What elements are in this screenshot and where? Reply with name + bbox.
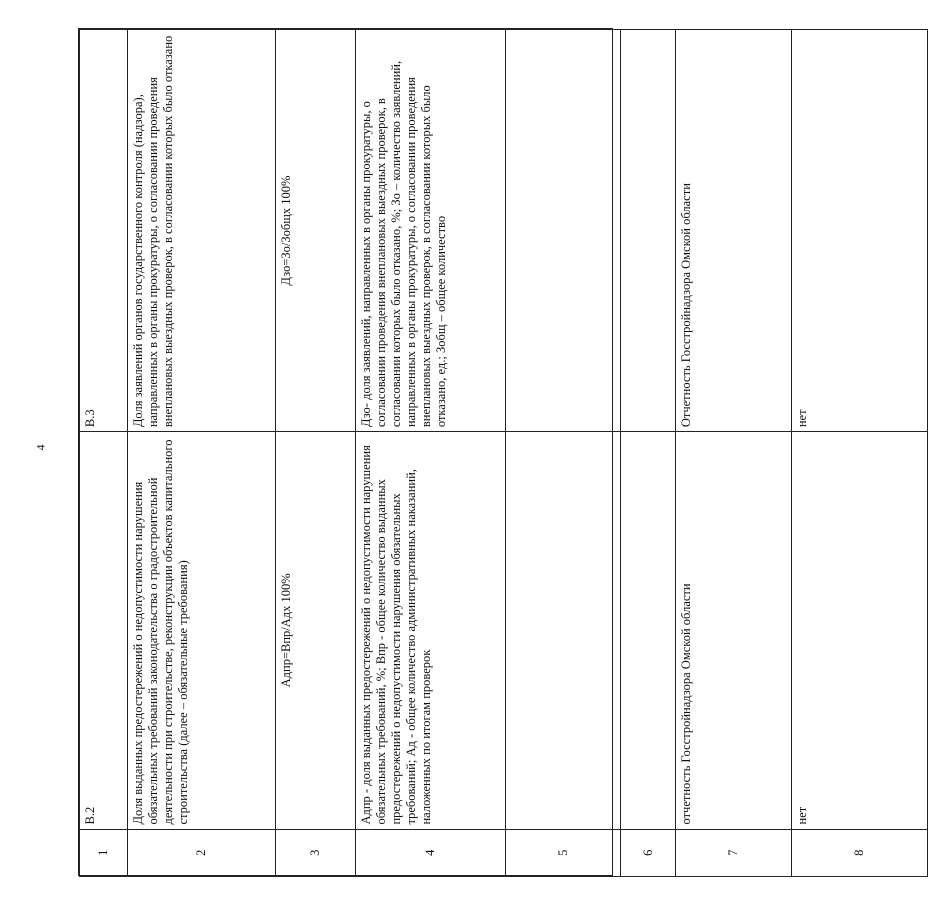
- column-number-8: 8: [792, 829, 928, 876]
- column-number-4: 4: [356, 829, 506, 876]
- cell-row2-col1: В.3: [80, 30, 128, 432]
- cell-row2-col6: [621, 30, 676, 432]
- column-number-2: 2: [128, 829, 276, 876]
- cell-row2-col8: нет: [792, 30, 928, 432]
- column-number-7: 7: [676, 829, 792, 876]
- cell-row1-col8: нет: [792, 432, 928, 829]
- column-number-1: 1: [80, 829, 128, 876]
- cell-row1-col4: Адпр - доля выданных предостережений о недопустимости нарушения обязательных требований, %; Впр - общее количество выданных предостережений о недопустимости нарушения обязательных требований; Ад - общее количество административных наказаний, наложенных по итогам проверок: [356, 432, 506, 829]
- column-number-3: 3: [276, 829, 356, 876]
- cell-row2-col5: [506, 30, 621, 432]
- cell-row1-col6: [621, 432, 676, 829]
- page-number: 4: [33, 444, 48, 451]
- cell-row1-col7: отчетность Госстройнадзора Омской области: [676, 432, 792, 829]
- cell-row1-col3: Адпр=Впр/Адх 100%: [276, 432, 356, 829]
- cell-row1-col2: Доля выданных предостережений о недопустимости нарушения обязательных требований законодательства о градостроительной деятельности при строительстве, реконструкции объектов капитального строительства (далее – обязательные требования): [128, 432, 276, 829]
- cell-row2-col2: Доля заявлений органов государственного контроля (надзора), направленных в органы прокуратуры, о согласовании проведения внеплановых выездных проверок, в согласовании которых было отказано: [128, 30, 276, 432]
- cell-row2-col4: Дзо- доля заявлений, направленных в органы прокуратуры, о согласовании проведения внеплановых выездных проверок, в согласовании которых было отказано, %; Зо – количество заявлений, направленных в органы прокуратуры, о согласовании проведения внеплановых выездных проверок, в согласовании которых было отказано, ед.; Зобщ – общее количество: [356, 30, 506, 432]
- cell-row2-col7: Отчетность Госстройнадзора Омской области: [676, 30, 792, 432]
- cell-row1-col1: В.2: [80, 432, 128, 829]
- cell-row1-col5: [506, 432, 621, 829]
- indicator-table-rotated: [79, 29, 866, 877]
- column-number-5: 5: [506, 829, 621, 876]
- column-number-6: 6: [621, 829, 676, 876]
- cell-row2-col3: Дзо=Зо/Зобщх 100%: [276, 30, 356, 432]
- indicator-table-frame: [78, 28, 866, 876]
- indicator-table: [79, 29, 928, 877]
